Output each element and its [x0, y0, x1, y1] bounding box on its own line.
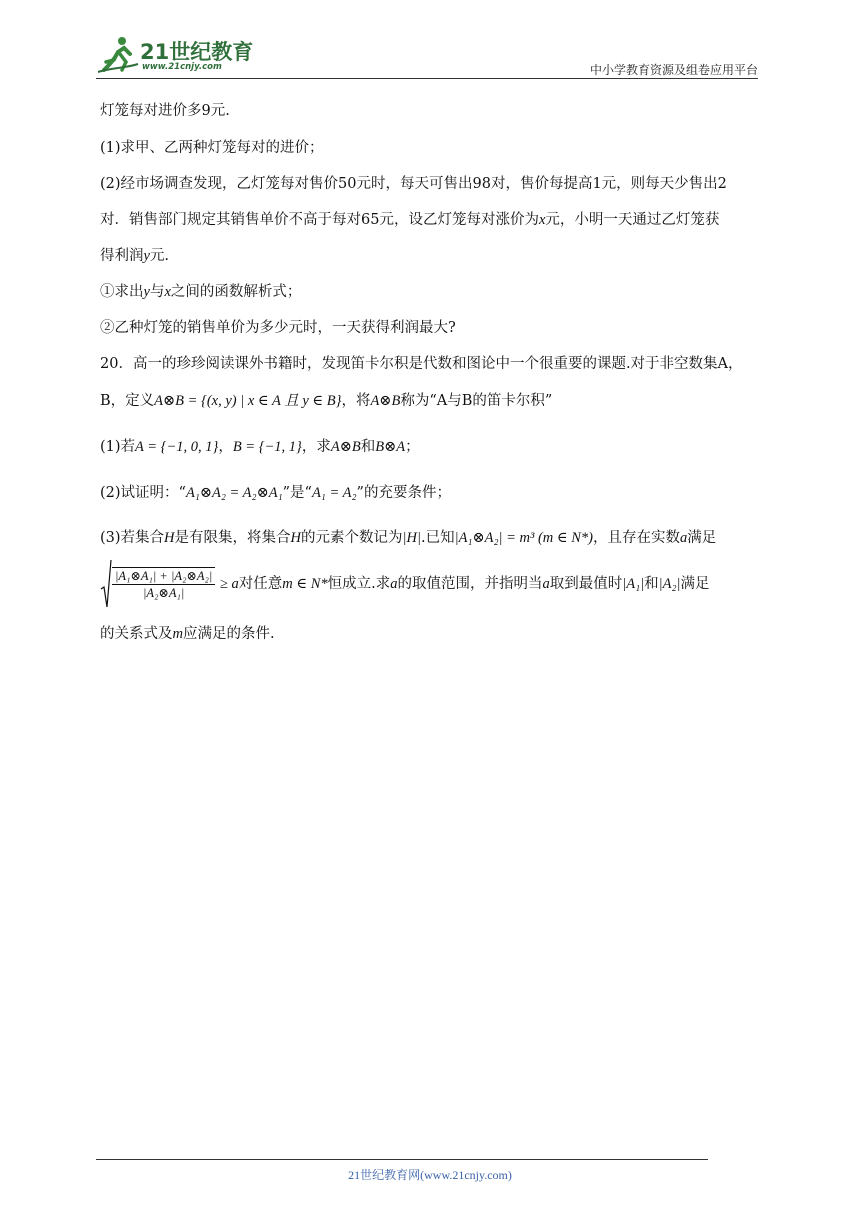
sqrt-symbol-icon — [100, 559, 112, 609]
fraction: $\frac{\text{|A₁⊗A₁| + |A₂⊗A₂|}}{\text{|A₂⊗A₁|}}$ — [112, 567, 215, 601]
question-20-part-2: (2)试证明：“A₁⊗A₂ = A₂⊗A₁”是“A₁ = A₂”的充要条件； — [100, 485, 451, 501]
logo-url: www.21cnjy.com — [142, 62, 222, 72]
question-20-part-3: (3)若集合H是有限集，将集合H的元素个数记为|H|.已知|A₁⊗A₂| = m³ (m ∈ N*)，且存在实数a满足 — [100, 530, 717, 546]
header-divider — [96, 78, 758, 79]
question-20: 20．高一的珍珍阅读课外书籍时，发现笛卡尔积是代数和图论中一个很重要的课题.对于非空数集A， — [100, 356, 743, 372]
text-line: B，定义A⊗B = {(x, y) | x ∈ A 且 y ∈ B}，将A⊗B称为“A与B的笛卡尔积” — [100, 393, 553, 409]
question-part-2: (2)经市场调查发现，乙灯笼每对售价50元时，每天可售出98对，售价每提高1元，则每天少售出2 — [100, 176, 727, 192]
text-line: 得利润y元. — [100, 248, 170, 264]
question-20-part-1: (1)若A = {−1, 0, 1}，B = {−1, 1}，求A⊗B和B⊗A； — [100, 439, 420, 455]
text-line: 的关系式及m应满足的条件. — [100, 626, 275, 642]
footer-divider — [96, 1159, 708, 1160]
sqrt-expression — [100, 559, 215, 609]
inequality-line: $\frac{\text{|A₁⊗A₁| + |A₂⊗A₂|}}{\text{|A₂⊗A₁|}}$ ≥ a对任意m ∈ N*恒成立.求a的取值范围，并指明当a取到最值时|A₁|和|A₂|满足 — [100, 558, 710, 610]
runner-logo-icon — [96, 34, 140, 74]
sub-question-2: ②乙种灯笼的销售单价为多少元时，一天获得利润最大? — [100, 320, 456, 336]
page-header — [96, 30, 758, 78]
logo-text: 21世纪教育 — [140, 40, 254, 64]
logo — [96, 34, 256, 74]
math-expression: |A₁⊗A₂| = m³ (m ∈ N*) — [454, 530, 594, 546]
question-part-1: (1)求甲、乙两种灯笼每对的进价； — [100, 140, 324, 156]
platform-title: 中小学教育资源及组卷应用平台 — [589, 63, 758, 77]
sub-question-1: ①求出y与x之间的函数解析式； — [100, 284, 302, 300]
math-expression: A⊗B = {(x, y) | x ∈ A 且 y ∈ B} — [154, 393, 342, 409]
text-line: 灯笼每对进价多9元. — [100, 103, 230, 119]
page-footer: 21世纪教育网(www.21cnjy.com) — [348, 1168, 512, 1182]
text-line: 对．销售部门规定其销售单价不高于每对65元，设乙灯笼每对涨价为x元，小明一天通过乙灯笼获 — [100, 212, 720, 228]
